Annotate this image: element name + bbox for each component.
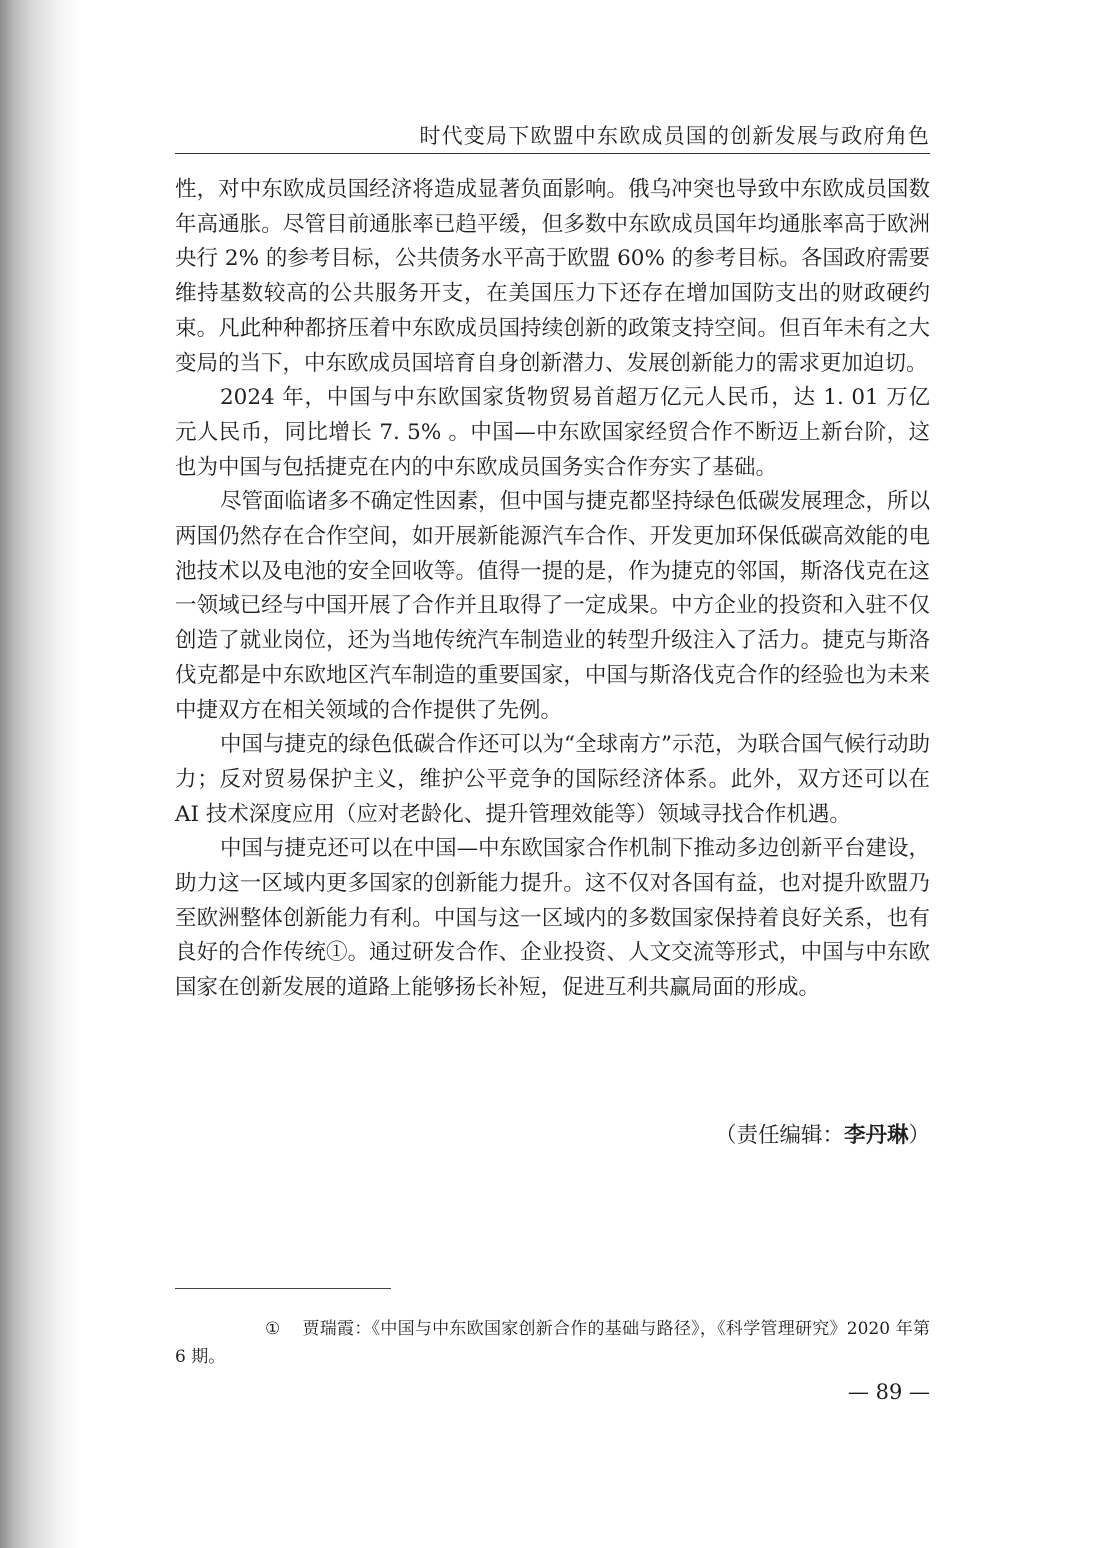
paragraph: 尽管面临诸多不确定性因素，但中国与捷克都坚持绿色低碳发展理念，所以两国仍然存在合作空间，如开展新能源汽车合作、开发更加环保低碳高效能的电池技术以及电池的安全回收等。值得一提的是，作为捷克的邻国，斯洛伐克在这一领域已经与中国开展了合作并且取得了一定成果。中方企业的投资和入驻不仅创造了就业岗位，还为当地传统汽车制造业的转型升级注入了活力。捷克与斯洛伐克都是中东欧地区汽车制造的重要国家，中国与斯洛伐克合作的经验也为未来中捷双方在相关领域的合作提供了先例。 (175, 489, 930, 723)
binding-shadow (0, 0, 80, 1548)
footnote-marker: ① (265, 1319, 281, 1339)
body-text (175, 173, 930, 1006)
paragraph: 性，对中东欧成员国经济将造成显著负面影响。俄乌冲突也导致中东欧成员国数年高通胀。尽管目前通胀率已趋平缓，但多数中东欧成员国年均通胀率高于欧洲央行 2% 的参考目标，公共债务水平高于欧盟 60% 的参考目标。各国政府需要维持基数较高的公共服务开支，在美国压力下还存在增加国防支出的财政硬约束。凡此种种都挤压着中东欧成员国持续创新的政策支持空间。但百年未有之大变局的当下，中东欧成员国培育自身创新潜力、发展创新能力的需求更加迫切。 (175, 177, 930, 376)
footnote (175, 1315, 930, 1371)
footnote-text: 贾瑞霞：《中国与中东欧国家创新合作的基础与路径》，《科学管理研究》2020 年第 6 期。 (175, 1319, 930, 1367)
paragraph: 中国与捷克还可以在中国—中东欧国家合作机制下推动多边创新平台建设，助力这一区域内更多国家的创新能力提升。这不仅对各国有益，也对提升欧盟乃至欧洲整体创新能力有利。中国与这一区域内的多数国家保持着良好关系，也有良好的合作传统①。通过研发合作、企业投资、人文交流等形式，中国与中东欧国家在创新发展的道路上能够扬长补短，促进互利共赢局面的形成。 (175, 836, 930, 1001)
running-head: 时代变局下欧盟中东欧成员国的创新发展与政府角色 (419, 124, 930, 148)
paragraph: 中国与捷克的绿色低碳合作还可以为“全球南方”示范，为联合国气候行动助力；反对贸易保护主义，维护公平竞争的国际经济体系。此外，双方还可以在 AI 技术深度应用（应对老龄化、提升管理效能等）领域寻找合作机遇。 (175, 732, 930, 827)
paragraph: 2024 年，中国与中东欧国家货物贸易首超万亿元人民币，达 1. 01 万亿元人民币，同比增长 7. 5% 。中国—中东欧国家经贸合作不断迈上新台阶，这也为中国与包括捷克在内的中东欧成员国务实合作夯实了基础。 (175, 385, 930, 480)
header-rule (175, 153, 930, 154)
footnote-rule (175, 1288, 391, 1289)
editor-name: 李丹琳 (843, 1123, 909, 1148)
editor-open-paren: （ (714, 1123, 737, 1148)
page-number: — 89 — (847, 1380, 930, 1404)
editor-label: 责任编辑： (736, 1123, 844, 1148)
editor-close-paren: ） (908, 1123, 930, 1148)
editor-credit (175, 1119, 930, 1153)
